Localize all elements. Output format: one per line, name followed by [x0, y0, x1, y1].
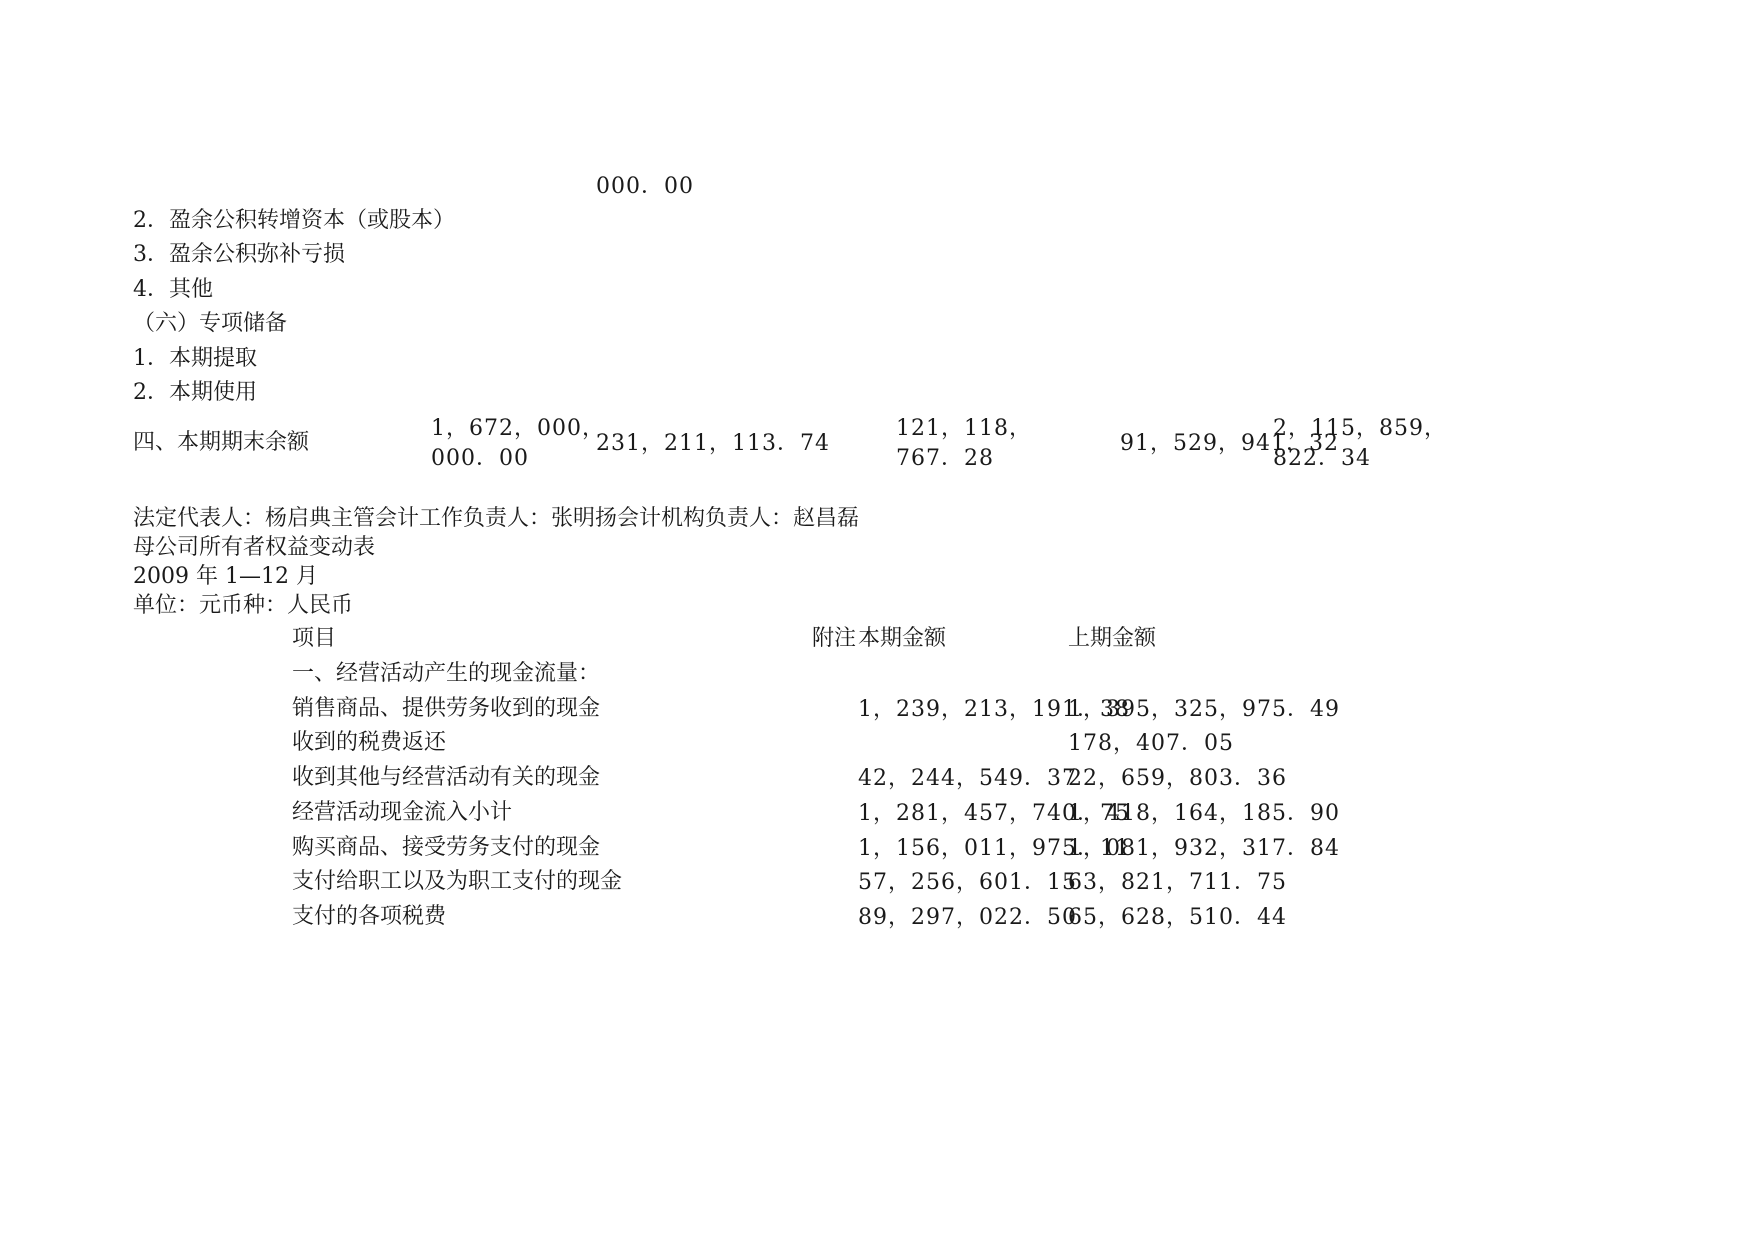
cashflow-row-item: 支付给职工以及为职工支付的现金	[292, 869, 623, 894]
header-previous: 上期金额	[1068, 626, 1157, 651]
cashflow-row-item: 购买商品、接受劳务支付的现金	[292, 835, 601, 860]
cashflow-row-previous: 1，418，164，185．90	[1068, 801, 1340, 826]
cashflow-row-item: 收到的税费返还	[292, 730, 447, 755]
equity-row-label: 3．盈余公积弥补亏损	[133, 242, 345, 267]
cashflow-row-item: 支付的各项税费	[292, 904, 447, 929]
report-unit: 单位：元币种：人民币	[133, 593, 354, 618]
ending-balance-col1-line2: 000．00	[431, 446, 529, 471]
cashflow-row-item: 销售商品、提供劳务收到的现金	[292, 696, 601, 721]
cashflow-row-item: 经营活动现金流入小计	[292, 800, 513, 825]
cashflow-row-previous: 22，659，803．36	[1068, 766, 1287, 791]
header-note: 附注	[812, 626, 857, 651]
carry-over-value: 000．00	[596, 174, 694, 199]
ending-balance-col4: 91，529，941．32	[1120, 431, 1339, 456]
header-current: 本期金额	[858, 626, 947, 651]
header-item: 项目	[292, 626, 337, 651]
ending-balance-col5-line1: 2，115，859，	[1273, 416, 1447, 441]
cashflow-section-title: 一、经营活动产生的现金流量：	[292, 661, 601, 686]
ending-balance-col3-line1: 121，118，	[896, 416, 1032, 441]
equity-row-label: 2．本期使用	[133, 380, 257, 405]
equity-row-label: 1．本期提取	[133, 346, 257, 371]
equity-row-label: 2．盈余公积转增资本（或股本）	[133, 208, 455, 233]
ending-balance-col5-line2: 822．34	[1273, 446, 1371, 471]
cashflow-row-current: 1，239，213，191．38	[858, 697, 1130, 722]
signatures-line: 法定代表人：杨启典主管会计工作负责人：张明扬会计机构负责人：赵昌磊	[133, 506, 860, 531]
cashflow-row-previous: 63，821，711．75	[1068, 870, 1287, 895]
cashflow-row-previous: 65，628，510．44	[1068, 905, 1287, 930]
cashflow-row-current: 42，244，549．37	[858, 766, 1077, 791]
cashflow-row-item: 收到其他与经营活动有关的现金	[292, 765, 601, 790]
cashflow-row-previous: 178，407．05	[1068, 731, 1234, 756]
equity-row-label: 4．其他	[133, 277, 213, 302]
cashflow-row-current: 89，297，022．50	[858, 905, 1077, 930]
cashflow-row-previous: 1，081，932，317．84	[1068, 836, 1340, 861]
ending-balance-col3-line2: 767．28	[896, 446, 994, 471]
report-title: 母公司所有者权益变动表	[133, 535, 376, 560]
report-period: 2009 年 1—12 月	[133, 564, 318, 589]
equity-row-label: （六）专项储备	[133, 311, 288, 336]
cashflow-row-current: 57，256，601．15	[858, 870, 1077, 895]
cashflow-row-previous: 1，395，325，975．49	[1068, 697, 1340, 722]
cashflow-row-current: 1，156，011，975．11	[858, 836, 1130, 861]
ending-balance-col2: 231，211，113．74	[596, 431, 830, 456]
cashflow-row-current: 1，281，457，740．75	[858, 801, 1130, 826]
ending-balance-label: 四、本期期末余额	[133, 430, 310, 455]
ending-balance-col1-line1: 1，672，000，	[431, 416, 605, 441]
